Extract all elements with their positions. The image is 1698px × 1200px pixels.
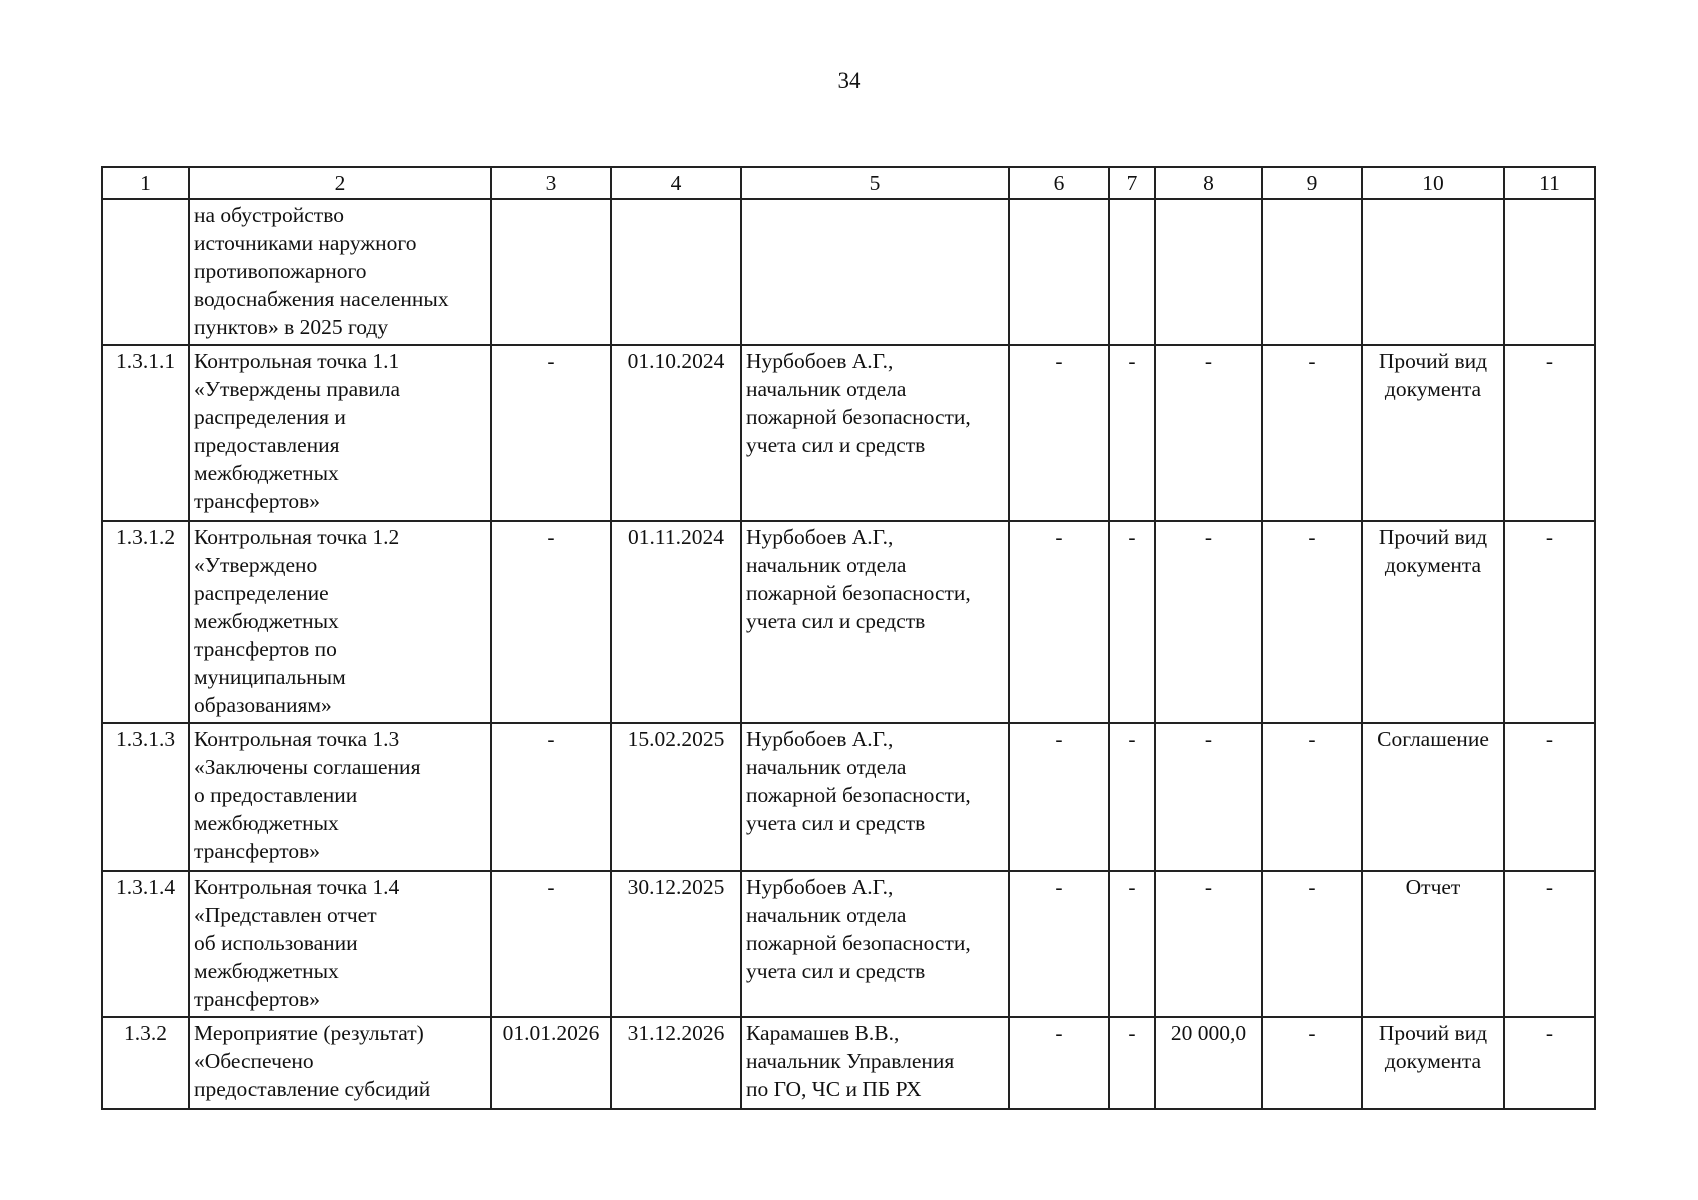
header-cell: 3 <box>491 167 611 199</box>
responsible-person: Нурбобоев А.Г., начальник отдела пожарной безопасности, учета сил и средств <box>741 871 1009 1017</box>
end-date <box>611 199 741 345</box>
col-7-value <box>1109 199 1155 345</box>
row-number: 1.3.1.4 <box>102 871 189 1017</box>
document-type: Прочий вид документа <box>1362 521 1504 723</box>
start-date: - <box>491 345 611 521</box>
activity-name: Контрольная точка 1.2 «Утверждено распределение межбюджетных трансфертов по муниципальным образованиям» <box>189 521 491 723</box>
responsible-person: Нурбобоев А.Г., начальник отдела пожарной безопасности, учета сил и средств <box>741 345 1009 521</box>
header-cell: 8 <box>1155 167 1262 199</box>
document-type: Соглашение <box>1362 723 1504 871</box>
document-type <box>1362 199 1504 345</box>
activity-name: на обустройство источниками наружного противопожарного водоснабжения населенных пунктов» в 2025 году <box>189 199 491 345</box>
document-type: Прочий вид документа <box>1362 345 1504 521</box>
col-6-value: - <box>1009 871 1109 1017</box>
start-date: - <box>491 521 611 723</box>
col-11-value: - <box>1504 723 1595 871</box>
start-date <box>491 199 611 345</box>
col-7-value: - <box>1109 521 1155 723</box>
col-9-value: - <box>1262 521 1362 723</box>
col-8-value: - <box>1155 723 1262 871</box>
start-date: 01.01.2026 <box>491 1017 611 1109</box>
row-number: 1.3.2 <box>102 1017 189 1109</box>
document-type: Отчет <box>1362 871 1504 1017</box>
col-6-value: - <box>1009 345 1109 521</box>
activity-name: Контрольная точка 1.1 «Утверждены правила распределения и предоставления межбюджетных трансфертов» <box>189 345 491 521</box>
col-11-value: - <box>1504 521 1595 723</box>
col-6-value: - <box>1009 521 1109 723</box>
table-row <box>102 521 1595 723</box>
col-9-value: - <box>1262 1017 1362 1109</box>
col-6-value: - <box>1009 1017 1109 1109</box>
col-7-value: - <box>1109 871 1155 1017</box>
col-8-value: - <box>1155 871 1262 1017</box>
header-cell: 6 <box>1009 167 1109 199</box>
table-header-row <box>102 167 1595 199</box>
end-date: 01.11.2024 <box>611 521 741 723</box>
col-9-value: - <box>1262 345 1362 521</box>
responsible-person: Нурбобоев А.Г., начальник отдела пожарной безопасности, учета сил и средств <box>741 723 1009 871</box>
col-9-value <box>1262 199 1362 345</box>
plan-table <box>101 166 1596 1110</box>
end-date: 15.02.2025 <box>611 723 741 871</box>
col-6-value: - <box>1009 723 1109 871</box>
col-9-value: - <box>1262 723 1362 871</box>
col-11-value: - <box>1504 345 1595 521</box>
end-date: 31.12.2026 <box>611 1017 741 1109</box>
page-number: 34 <box>837 68 861 93</box>
col-7-value: - <box>1109 723 1155 871</box>
col-8-value: 20 000,0 <box>1155 1017 1262 1109</box>
col-7-value: - <box>1109 345 1155 521</box>
col-6-value <box>1009 199 1109 345</box>
header-cell: 1 <box>102 167 189 199</box>
activity-name: Контрольная точка 1.3 «Заключены соглашения о предоставлении межбюджетных трансфертов» <box>189 723 491 871</box>
activity-name: Контрольная точка 1.4 «Представлен отчет об использовании межбюджетных трансфертов» <box>189 871 491 1017</box>
responsible-person <box>741 199 1009 345</box>
table-row <box>102 723 1595 871</box>
header-cell: 7 <box>1109 167 1155 199</box>
table-row <box>102 345 1595 521</box>
start-date: - <box>491 871 611 1017</box>
header-cell: 2 <box>189 167 491 199</box>
col-9-value: - <box>1262 871 1362 1017</box>
responsible-person: Нурбобоев А.Г., начальник отдела пожарной безопасности, учета сил и средств <box>741 521 1009 723</box>
col-11-value <box>1504 199 1595 345</box>
col-8-value: - <box>1155 521 1262 723</box>
col-11-value: - <box>1504 871 1595 1017</box>
header-cell: 10 <box>1362 167 1504 199</box>
start-date: - <box>491 723 611 871</box>
col-8-value <box>1155 199 1262 345</box>
header-cell: 11 <box>1504 167 1595 199</box>
header-cell: 5 <box>741 167 1009 199</box>
table-row <box>102 871 1595 1017</box>
row-number: 1.3.1.1 <box>102 345 189 521</box>
activity-name: Мероприятие (результат) «Обеспечено предоставление субсидий <box>189 1017 491 1109</box>
responsible-person: Карамашев В.В., начальник Управления по ГО, ЧС и ПБ РХ <box>741 1017 1009 1109</box>
header-cell: 9 <box>1262 167 1362 199</box>
table-row <box>102 199 1595 345</box>
header-cell: 4 <box>611 167 741 199</box>
col-8-value: - <box>1155 345 1262 521</box>
document-type: Прочий вид документа <box>1362 1017 1504 1109</box>
col-11-value: - <box>1504 1017 1595 1109</box>
col-7-value: - <box>1109 1017 1155 1109</box>
table-row <box>102 1017 1595 1109</box>
row-number: 1.3.1.3 <box>102 723 189 871</box>
row-number <box>102 199 189 345</box>
end-date: 30.12.2025 <box>611 871 741 1017</box>
row-number: 1.3.1.2 <box>102 521 189 723</box>
end-date: 01.10.2024 <box>611 345 741 521</box>
